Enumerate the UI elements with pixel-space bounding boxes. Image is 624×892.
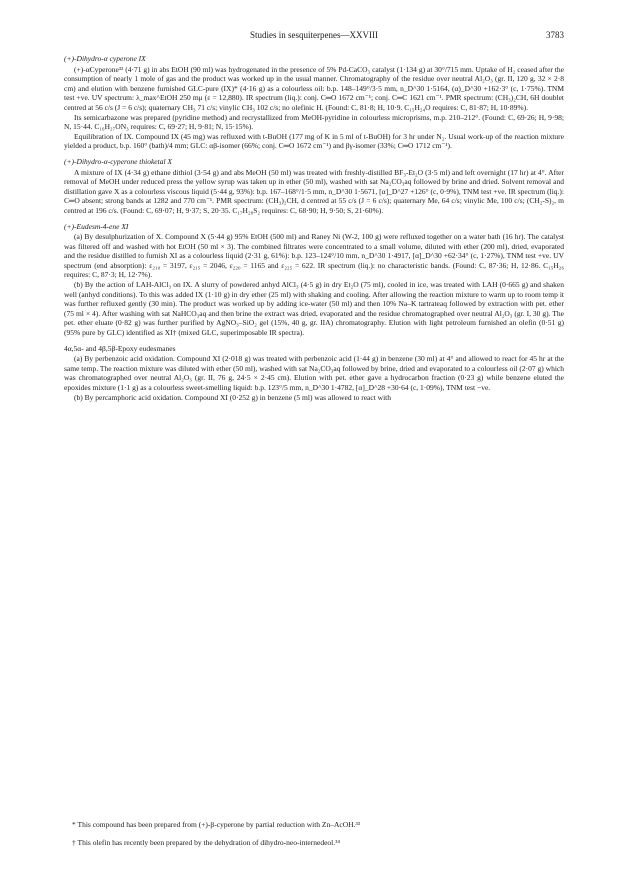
page: [64, 30, 564, 402]
section-thioketal: [64, 157, 564, 216]
footnote: * This compound has been prepared from (+)-β-cyperone by partial reduction with Zn–AcOH.³³: [72, 820, 360, 829]
section-heading: (+)-Eudesm-4-ene XI: [64, 221, 129, 231]
paragraph: Equilibration of IX. Compound IX (45 mg) was refluxed with t-BuOH (177 mg of K in 5 ml of t-BuOH) for 3 hr under N₂. Usual work-up of the reaction mixture yielded a product, b.p. 160° (bath)/4 mm; GLC: αβ-isomer (66%; conj. C═O 1672 cm⁻¹) and βγ-isomer (33%; C═O 1712 cm⁻¹).: [64, 131, 564, 151]
page-number: 3783: [546, 30, 564, 40]
section-eudesm-4-ene: [64, 222, 564, 338]
section-epoxy-eudesmanes: [64, 344, 564, 403]
section-heading: 4α,5α- and 4β,5β-Epoxy eudesmanes: [64, 343, 176, 353]
section-heading: (+)-Dihydro-α-cyperone thioketal X: [64, 156, 172, 166]
running-header: [64, 30, 564, 46]
section-heading: (+)-Dihydro-α cyperone IX: [64, 54, 146, 63]
paragraph: (b) By the action of LAH-AlCl₃ on IX. A slurry of powdered anhyd AlCl₃ (4·5 g) in dry Et₂O (75 ml), cooled in ice, was treated with LAH (0·665 g) and shaken well (anhyd conditions). To this was added IX (1·10 g) in dry ether (25 ml) with shaking and cooling. After allowing the reaction mixture to warm up to room temp it was further refluxed gently (30 min). The product was worked up by adding ice-water (50 ml) and then 10% Na–K tartrateaq followed by extraction with pet. ether (75 ml × 4). After washing with sat NaHCO₃aq and then brine the extract was dried, evaporated and the residue chromatographed over neutral Al₂O₃ (gr. I, 30 g). The pet. ether eluate (0·82 g) was further purified by AgNO₃–SiO₂ gel (15%, 40 g, gr. IIA) chromatography. Elution with light petroleum furnished an olefin (0·51 g) (95% pure by GLC) identified as XI† (mixed GLC, superimposable IR spectra).: [64, 280, 564, 338]
section-dihydro-alpha-cyperone: [64, 54, 564, 151]
paragraph: (a) By desulphurization of X. Compound X (5·44 g) 95% EtOH (500 ml) and Raney Ni (W-2, 100 g) were refluxed together on a water bath (16 hr). The catalyst was filtered off and washed with hot EtOH (50 ml × 3). The combined filtrates were concentrated to a small volume, diluted with ether (200 ml), dried, evaporated and the residue distilled to furnish XI as a colourless liquid (2·31 g, 61%): b.p. 123–124°/10 mm, n_D^30 1·4917, [α]_D^30 +62·34° (c, 1·27%), TNM test +ve. UV spectrum (end absorption): ε₂₁₀ = 3197, ε₂₁₅ = 2046, ε₂₂₀ = 1165 and ε₂₂₅ = 622. IR spectrum (liq.): no characteristic bands. (Found: C, 87·36; H, 12·86. C₁₅H₂₆ requires: C, 87·3; H, 12·7%).: [64, 232, 564, 280]
paragraph: (+)-αCyperone³² (4·71 g) in abs EtOH (90 ml) was hydrogenated in the presence of 5% Pd-CaCO₃ catalyst (1·134 g) at 30°/715 mm. Uptake of H₂ ceased after the consumption of nearly 1 mole of gas and the product was worked up in the usual manner. Chromatography of the residue over neutral Al₂O₃ (gr. II, 120 g, 32 × 2·8 cm) and elution with benzene furnished GLC-pure (IX)* (4·16 g) as a colourless oil: b.p. 148–149°/3·5 mm, n_D^30 1·5164, (α)_D^30 +162·3° (c, 1·75%). TNM test +ve. UV spectrum: λ_max^EtOH 250 mμ (ε = 12,880). IR spectrum (liq.): conj. C═O 1672 cm⁻¹; conj. C═C 1621 cm⁻¹. PMR spectrum: (CH₃)₂CH, 6H doublet centred at 56 c/s (J = 6 c/s); quaternary CH₃ 71 c/s; vinylic CH₃ 102 c/s; no olefinic H. (Found: C, 81·8; H, 10·9. C₁₅H₂₄O requires: C, 81·87; H, 10·89%).: [64, 64, 564, 112]
paragraph: (a) By perbenzoic acid oxidation. Compound XI (2·018 g) was treated with perbenzoic acid (1·44 g) in benzene (30 ml) at 4° and allowed to react for 45 hr at the same temp. The reaction mixture was diluted with ether (50 ml), washed with sat Na₂CO₃aq followed by brine, dried and evaporated to a colourless oil (2·07 g) which was chromatographed over neutral Al₂O₃ (gr. II, 76 g, 24·5 × 2·45 cm). Elution with pet. ether gave a hydrocarbon fraction (0·23 g) while benzene eluted the epoxides mixture (1·1 g) as a colourless sweet-smelling liquid: b.p. 123°/5 mm, n_D^30 1·4782, [α]_D^28 +30·64 (c, 1·09%), TNM test −ve.: [64, 354, 564, 392]
footnote: † This olefin has recently been prepared by the dehydration of dihydro-neo-internedeol.³⁴: [72, 838, 340, 847]
article-body: [64, 54, 564, 402]
paragraph: (b) By percamphoric acid oxidation. Compound XI (0·252 g) in benzene (5 ml) was allowed to react with: [74, 392, 391, 402]
paragraph: Its semicarbazone was prepared (pyridine method) and recrystallized from MeOH-pyridine in colourless microprisms, m.p. 210–212°. (Found: C, 69·26; H, 9·98; N, 15·44. C₁₆H₂₇ON₃ requires: C, 69·27; H, 9·81; N, 15·15%).: [64, 112, 564, 132]
running-title: Studies in sesquiterpenes—XXVIII: [250, 30, 378, 40]
footnotes: [64, 820, 564, 856]
paragraph: A mixture of IX (4·34 g) ethane dithiol (3·54 g) and abs MeOH (50 ml) was treated with freshly-distilled BF₃-Et₂O (3·5 ml) and left overnight (17 hr) at 4°. After removal of MeOH under reduced press the yellow syrup was taken up in ether (50 ml), washed with sat Na₂CO₃aq followed by brine and dried. Solvent removal and distillation gave X as a colourless viscous liquid (5·44 g, 93%): b.p. 167–168°/1·5 mm, n_D^30 1·5671, [α]_D^27 +126° (c, 0·9%), TNM test +ve. IR spectrum (liq.): C═O absent; strong bands at 1282 and 770 cm⁻¹. PMR spectrum: (CH₃)₂CH, d centred at 55 c/s (J = 6 c/s); quaternary Me, 64 c/s; vinylic Me, 100 c/s; (CH₂-S)₂, m centred at 196 c/s. (Found: C, 69·07; H, 9·37; S, 20·35. C₁₇H₂₈S₂ requires: C, 68·90; H, 9·50; S, 21·60%).: [64, 167, 564, 215]
